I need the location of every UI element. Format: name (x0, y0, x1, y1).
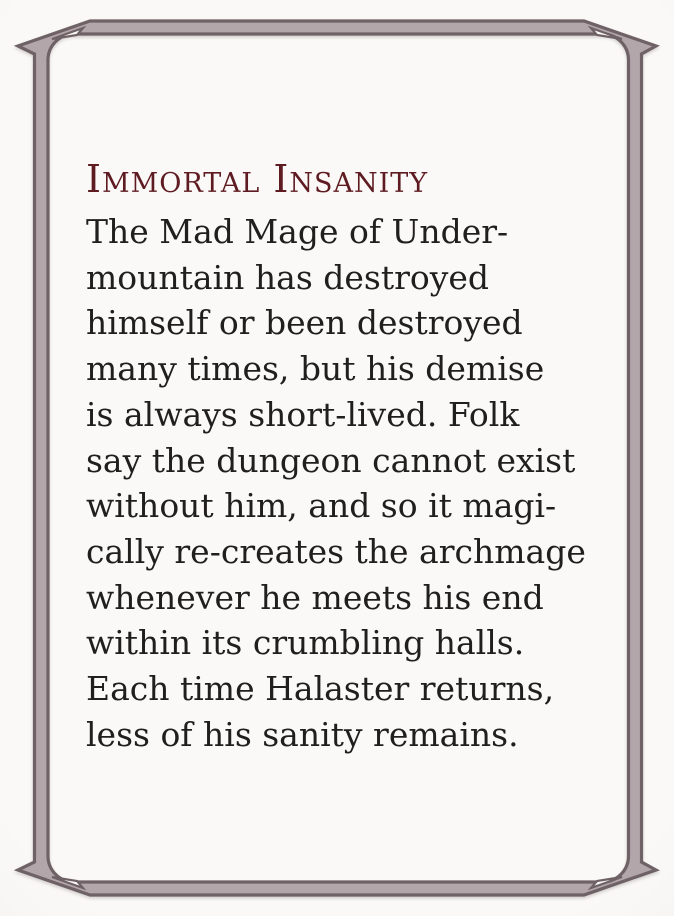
text-line: The Mad Mage of Under- (86, 212, 509, 251)
text-line: Each time Halaster returns, (86, 669, 555, 709)
text-line: is always short-lived. Folk (86, 394, 520, 434)
text-line: whenever he meets his end (86, 577, 544, 617)
text-line: cally re-creates the archmage (86, 531, 586, 571)
text-line: many times, but his demise (86, 349, 545, 389)
body-text (86, 209, 602, 757)
text-line: mountain has destroyed (86, 257, 490, 297)
text-line: within its crumbling halls. (86, 623, 525, 663)
text-line: without him, and so it magi- (86, 486, 557, 526)
section-title: Immortal Insanity (86, 157, 429, 201)
text-line: less of his sanity remains. (86, 714, 519, 754)
sidebar-text-block (86, 156, 602, 757)
text-line: himself or been destroyed (86, 303, 523, 343)
text-line: say the dungeon cannot exist (86, 440, 576, 480)
